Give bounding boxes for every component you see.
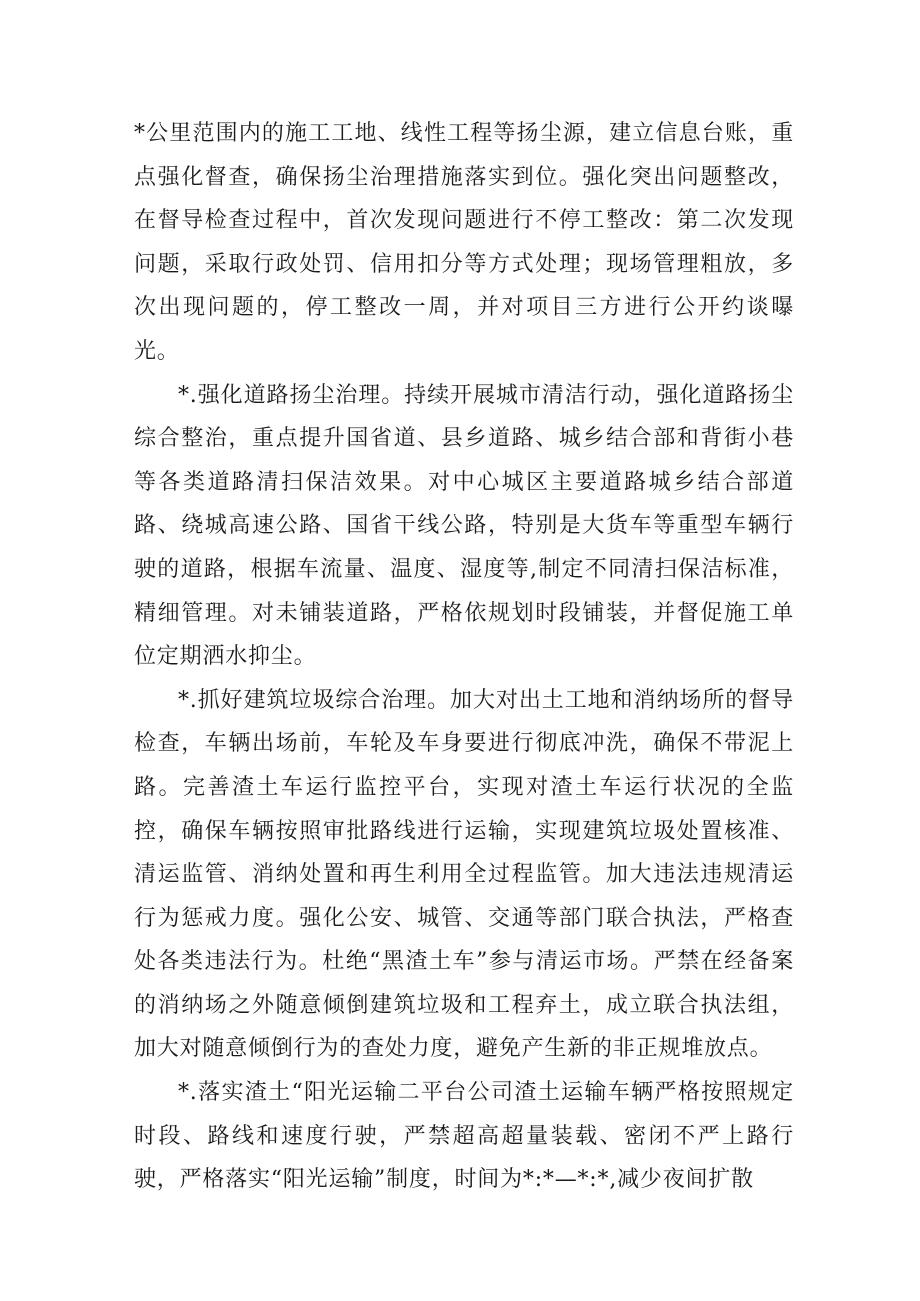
document-body	[134, 112, 794, 1202]
paragraph-road-dust: *.强化道路扬尘治理。持续开展城市清洁行动，强化道路扬尘综合整治，重点提升国省道、县乡道路、城乡结合部和背街小巷等各类道路清扫保洁效果。对中心城区主要道路城乡结合部道路、绕城高速公路、国省干线公路，特别是大货车等重型车辆行驶的道路，根据车流量、温度、湿度等,制定不同清扫保洁标准，精细管理。对未铺装道路，严格依规划时段铺装，并督促施工单位定期洒水抑尘。	[134, 382, 794, 670]
paragraph-construction-waste: *.抓好建筑垃圾综合治理。加大对出土工地和消纳场所的督导检查，车辆出场前，车轮及车身要进行彻底冲洗，确保不带泥上路。完善渣土车运行监控平台，实现对渣土车运行状况的全监控，确保车辆按照审批路线进行运输，实现建筑垃圾处置核准、清运监管、消纳处置和再生利用全过程监管。加大违法违规清运行为惩戒力度。强化公安、城管、交通等部门联合执法，严格查处各类违法行为。杜绝“黑渣土车”参与清运市场。严禁在经备案的消纳场之外随意倾倒建筑垃圾和工程弃土，成立联合执法组，加大对随意倾倒行为的查处力度，避免产生新的非正规堆放点。	[134, 687, 794, 1062]
paragraph-construction-dust: *公里范围内的施工工地、线性工程等扬尘源，建立信息台账，重点强化督查，确保扬尘治理措施落实到位。强化突出问题整改，在督导检查过程中，首次发现问题进行不停工整改：第二次发现问题，采取行政处罚、信用扣分等方式处理；现场管理粗放，多次出现问题的，停工整改一周，并对项目三方进行公开约谈曝光。	[134, 121, 794, 364]
paragraph-sunshine-transport: *.落实渣土“阳光运输二平台公司渣土运输车辆严格按照规定时段、路线和速度行驶，严禁超高超量装载、密闭不严上路行驶，严格落实“阳光运输”制度，时间为*:*—*:*,减少夜间扩散	[134, 1080, 794, 1193]
